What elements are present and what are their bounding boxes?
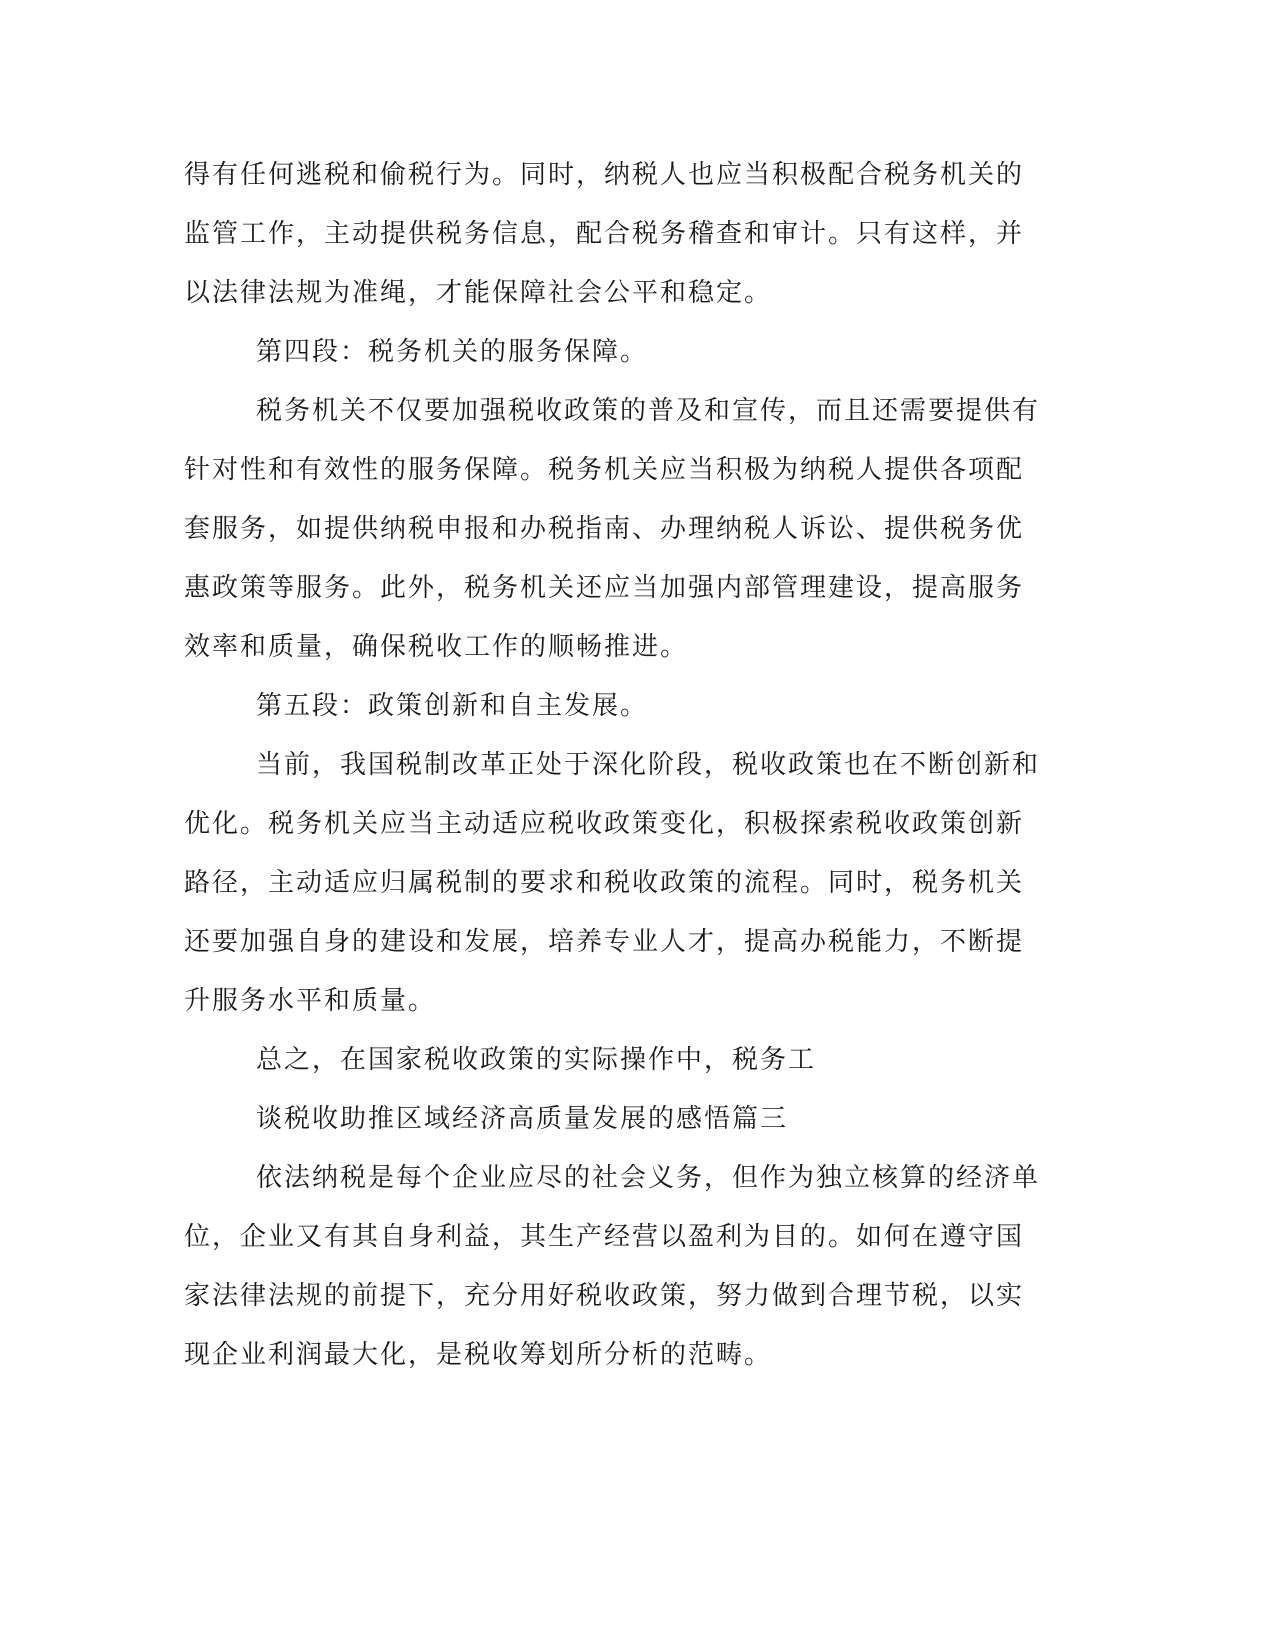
article-title: 谈税收助推区域经济高质量发展的感悟篇三	[256, 1104, 789, 1134]
text-line-18: 依法纳税是每个企业应尽的社会义务，但作为独立核算的经济单	[256, 1163, 1041, 1193]
text-line-1: 得有任何逃税和偷税行为。同时，纳税人也应当积极配合税务机关的	[184, 160, 1025, 190]
text-line-13: 路径，主动适应归属税制的要求和税收政策的流程。同时，税务机关	[184, 868, 1025, 898]
section-heading-5: 第五段：政策创新和自主发展。	[256, 691, 649, 721]
text-line-19: 位，企业又有其自身利益，其生产经营以盈利为目的。如何在遵守国	[184, 1222, 1025, 1252]
text-line-14: 还要加强自身的建设和发展，培养专业人才，提高办税能力，不断提	[184, 927, 1025, 957]
text-line-15: 升服务水平和质量。	[184, 986, 437, 1016]
text-line-9: 效率和质量，确保税收工作的顺畅推进。	[184, 632, 689, 662]
text-line-21: 现企业利润最大化，是税收筹划所分析的范畴。	[184, 1340, 773, 1370]
text-line-3: 以法律法规为准绳，才能保障社会公平和稳定。	[184, 278, 773, 308]
text-line-8: 惠政策等服务。此外，税务机关还应当加强内部管理建设，提高服务	[184, 573, 1025, 603]
section-heading-4: 第四段：税务机关的服务保障。	[256, 337, 649, 367]
text-line-16: 总之，在国家税收政策的实际操作中，税务工	[256, 1045, 817, 1075]
text-line-2: 监管工作，主动提供税务信息，配合税务稽查和审计。只有这样，并	[184, 219, 1025, 249]
text-line-6: 针对性和有效性的服务保障。税务机关应当积极为纳税人提供各项配	[184, 455, 1025, 485]
text-line-11: 当前，我国税制改革正处于深化阶段，税收政策也在不断创新和	[256, 750, 1041, 780]
text-line-7: 套服务，如提供纳税申报和办税指南、办理纳税人诉讼、提供税务优	[184, 514, 1025, 544]
text-line-12: 优化。税务机关应当主动适应税收政策变化，积极探索税收政策创新	[184, 809, 1025, 839]
text-line-5: 税务机关不仅要加强税收政策的普及和宣传，而且还需要提供有	[256, 396, 1041, 426]
text-line-20: 家法律法规的前提下，充分用好税收政策，努力做到合理节税，以实	[184, 1281, 1025, 1311]
